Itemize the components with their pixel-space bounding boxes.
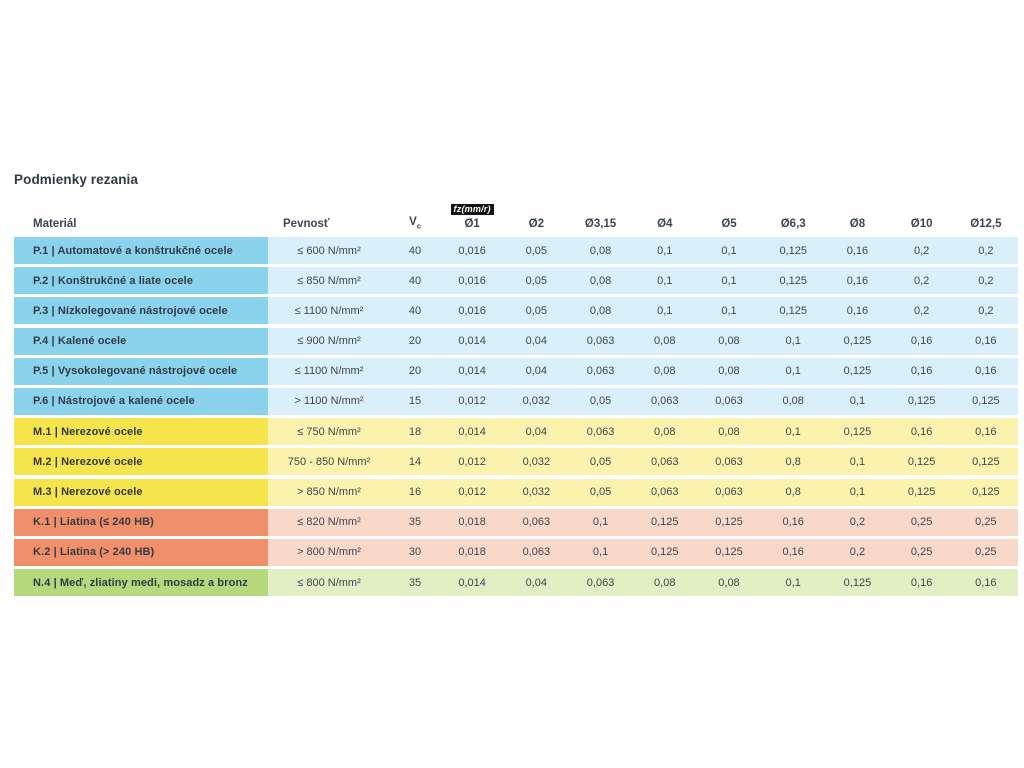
fz-value-cell-dia-6: 0,125 xyxy=(761,267,825,294)
material-label-cell: K.2 | Liatina (> 240 HB) xyxy=(14,539,268,566)
fz-value-cell-dia-1: 0,016 xyxy=(440,267,504,294)
fz-value-cell-dia-8: 0,125 xyxy=(890,388,954,415)
column-header-dia-5: Ø5 xyxy=(721,218,737,230)
fz-value-cell-dia-4: 0,1 xyxy=(633,297,697,324)
column-header-dia-6-3: Ø6,3 xyxy=(780,218,806,230)
fz-value-cell-dia-4: 0,08 xyxy=(633,418,697,445)
fz-value-cell-dia-8: 0,25 xyxy=(890,539,954,566)
column-header-dia-2: Ø2 xyxy=(528,218,544,230)
fz-value-cell-dia-6: 0,16 xyxy=(761,509,825,536)
material-label-cell: P.2 | Konštrukčné a liate ocele xyxy=(14,267,268,294)
fz-value-cell-dia-9: 0,16 xyxy=(954,418,1018,445)
fz-value-cell-dia-5: 0,08 xyxy=(697,358,761,385)
fz-value-cell-dia-5: 0,063 xyxy=(697,479,761,506)
fz-value-cell-dia-7: 0,1 xyxy=(825,479,889,506)
fz-value-cell-dia-8: 0,2 xyxy=(890,267,954,294)
fz-value-cell-dia-2: 0,05 xyxy=(504,297,568,324)
fz-value-cell-dia-3: 0,08 xyxy=(568,267,632,294)
vc-value-cell: 20 xyxy=(390,328,440,355)
table-row xyxy=(14,267,1018,294)
column-header-dia-1 xyxy=(440,204,504,232)
fz-value-cell-dia-1: 0,012 xyxy=(440,448,504,475)
table-row xyxy=(14,448,1018,475)
fz-value-cell-dia-3: 0,05 xyxy=(568,479,632,506)
fz-value-cell-dia-6: 0,1 xyxy=(761,418,825,445)
fz-value-cell-dia-1: 0,016 xyxy=(440,237,504,264)
fz-value-cell-dia-6: 0,1 xyxy=(761,358,825,385)
fz-value-cell-dia-1: 0,014 xyxy=(440,358,504,385)
vc-value-cell: 14 xyxy=(390,448,440,475)
cutting-conditions-table xyxy=(14,198,1018,599)
column-header-dia-3-15: Ø3,15 xyxy=(584,218,617,230)
fz-value-cell-dia-9: 0,2 xyxy=(954,267,1018,294)
strength-value-cell: ≤ 600 N/mm² xyxy=(268,237,390,264)
fz-value-cell-dia-6: 0,16 xyxy=(761,539,825,566)
fz-value-cell-dia-9: 0,125 xyxy=(954,388,1018,415)
strength-value-cell: ≤ 820 N/mm² xyxy=(268,509,390,536)
fz-value-cell-dia-8: 0,2 xyxy=(890,237,954,264)
fz-value-cell-dia-2: 0,05 xyxy=(504,267,568,294)
fz-value-cell-dia-2: 0,032 xyxy=(504,448,568,475)
dia-1-label: Ø1 xyxy=(464,218,480,230)
vc-value-cell: 15 xyxy=(390,388,440,415)
strength-value-cell: ≤ 800 N/mm² xyxy=(268,569,390,596)
fz-value-cell-dia-2: 0,05 xyxy=(504,237,568,264)
fz-value-cell-dia-6: 0,125 xyxy=(761,237,825,264)
fz-value-cell-dia-7: 0,125 xyxy=(825,358,889,385)
fz-value-cell-dia-3: 0,1 xyxy=(568,509,632,536)
fz-value-cell-dia-6: 0,125 xyxy=(761,297,825,324)
fz-value-cell-dia-2: 0,04 xyxy=(504,569,568,596)
vc-subscript: c xyxy=(416,221,421,230)
column-header-material: Materiál xyxy=(33,218,77,230)
fz-value-cell-dia-9: 0,125 xyxy=(954,479,1018,506)
table-row xyxy=(14,539,1018,566)
fz-value-cell-dia-2: 0,04 xyxy=(504,418,568,445)
strength-value-cell: > 850 N/mm² xyxy=(268,479,390,506)
table-row xyxy=(14,569,1018,596)
fz-value-cell-dia-3: 0,08 xyxy=(568,297,632,324)
vc-symbol: V xyxy=(409,215,417,228)
material-label-cell: P.1 | Automatové a konštrukčné ocele xyxy=(14,237,268,264)
fz-value-cell-dia-6: 0,1 xyxy=(761,569,825,596)
fz-value-cell-dia-8: 0,16 xyxy=(890,418,954,445)
material-label-cell: N.4 | Meď, zliatiny medi, mosadz a bronz xyxy=(14,569,268,596)
material-label-cell: P.3 | Nízkolegované nástrojové ocele xyxy=(14,297,268,324)
page-title: Podmienky rezania xyxy=(14,172,138,187)
fz-value-cell-dia-1: 0,014 xyxy=(440,569,504,596)
fz-value-cell-dia-5: 0,1 xyxy=(697,267,761,294)
fz-value-cell-dia-9: 0,2 xyxy=(954,297,1018,324)
fz-value-cell-dia-9: 0,25 xyxy=(954,539,1018,566)
fz-value-cell-dia-7: 0,125 xyxy=(825,418,889,445)
vc-value-cell: 40 xyxy=(390,297,440,324)
fz-value-cell-dia-8: 0,16 xyxy=(890,358,954,385)
strength-value-cell: ≤ 1100 N/mm² xyxy=(268,297,390,324)
column-header-strength: Pevnosť xyxy=(283,218,330,230)
fz-value-cell-dia-3: 0,063 xyxy=(568,358,632,385)
fz-value-cell-dia-5: 0,1 xyxy=(697,237,761,264)
fz-value-cell-dia-4: 0,08 xyxy=(633,569,697,596)
table-row xyxy=(14,388,1018,415)
fz-value-cell-dia-7: 0,2 xyxy=(825,509,889,536)
strength-value-cell: > 800 N/mm² xyxy=(268,539,390,566)
table-row xyxy=(14,358,1018,385)
fz-value-cell-dia-6: 0,8 xyxy=(761,479,825,506)
fz-value-cell-dia-4: 0,063 xyxy=(633,448,697,475)
fz-value-cell-dia-1: 0,014 xyxy=(440,418,504,445)
fz-value-cell-dia-7: 0,16 xyxy=(825,237,889,264)
fz-value-cell-dia-4: 0,063 xyxy=(633,479,697,506)
fz-value-cell-dia-7: 0,16 xyxy=(825,267,889,294)
column-header-dia-4: Ø4 xyxy=(657,218,673,230)
fz-value-cell-dia-9: 0,25 xyxy=(954,509,1018,536)
fz-value-cell-dia-7: 0,16 xyxy=(825,297,889,324)
fz-value-cell-dia-2: 0,063 xyxy=(504,539,568,566)
material-label-cell: P.5 | Vysokolegované nástrojové ocele xyxy=(14,358,268,385)
fz-value-cell-dia-7: 0,1 xyxy=(825,388,889,415)
fz-value-cell-dia-1: 0,018 xyxy=(440,539,504,566)
fz-value-cell-dia-6: 0,08 xyxy=(761,388,825,415)
fz-value-cell-dia-1: 0,012 xyxy=(440,388,504,415)
fz-value-cell-dia-1: 0,018 xyxy=(440,509,504,536)
fz-value-cell-dia-9: 0,16 xyxy=(954,328,1018,355)
fz-value-cell-dia-9: 0,125 xyxy=(954,448,1018,475)
table-row xyxy=(14,297,1018,324)
material-label-cell: M.2 | Nerezové ocele xyxy=(14,448,268,475)
fz-value-cell-dia-8: 0,16 xyxy=(890,328,954,355)
fz-value-cell-dia-4: 0,08 xyxy=(633,358,697,385)
fz-value-cell-dia-4: 0,063 xyxy=(633,388,697,415)
fz-unit-badge: fz(mm/r) xyxy=(451,204,494,215)
fz-value-cell-dia-4: 0,08 xyxy=(633,328,697,355)
fz-value-cell-dia-5: 0,08 xyxy=(697,328,761,355)
fz-value-cell-dia-9: 0,2 xyxy=(954,237,1018,264)
fz-value-cell-dia-3: 0,1 xyxy=(568,539,632,566)
vc-value-cell: 20 xyxy=(390,358,440,385)
fz-value-cell-dia-5: 0,1 xyxy=(697,297,761,324)
fz-value-cell-dia-9: 0,16 xyxy=(954,569,1018,596)
table-row xyxy=(14,418,1018,445)
fz-value-cell-dia-5: 0,08 xyxy=(697,418,761,445)
fz-value-cell-dia-6: 0,1 xyxy=(761,328,825,355)
vc-value-cell: 35 xyxy=(390,569,440,596)
material-label-cell: P.4 | Kalené ocele xyxy=(14,328,268,355)
fz-value-cell-dia-5: 0,125 xyxy=(697,539,761,566)
table-row xyxy=(14,479,1018,506)
fz-value-cell-dia-5: 0,063 xyxy=(697,388,761,415)
table-row xyxy=(14,509,1018,536)
fz-value-cell-dia-8: 0,16 xyxy=(890,569,954,596)
fz-value-cell-dia-2: 0,032 xyxy=(504,388,568,415)
vc-value-cell: 35 xyxy=(390,509,440,536)
fz-value-cell-dia-4: 0,1 xyxy=(633,267,697,294)
fz-value-cell-dia-5: 0,08 xyxy=(697,569,761,596)
material-label-cell: M.3 | Nerezové ocele xyxy=(14,479,268,506)
strength-value-cell: ≤ 850 N/mm² xyxy=(268,267,390,294)
fz-value-cell-dia-9: 0,16 xyxy=(954,358,1018,385)
strength-value-cell: 750 - 850 N/mm² xyxy=(268,448,390,475)
strength-value-cell: ≤ 750 N/mm² xyxy=(268,418,390,445)
fz-value-cell-dia-8: 0,25 xyxy=(890,509,954,536)
fz-value-cell-dia-2: 0,04 xyxy=(504,328,568,355)
material-label-cell: P.6 | Nástrojové a kalené ocele xyxy=(14,388,268,415)
strength-value-cell: ≤ 900 N/mm² xyxy=(268,328,390,355)
fz-value-cell-dia-3: 0,063 xyxy=(568,328,632,355)
column-header-dia-8: Ø8 xyxy=(849,218,866,230)
fz-value-cell-dia-3: 0,05 xyxy=(568,388,632,415)
fz-value-cell-dia-3: 0,05 xyxy=(568,448,632,475)
table-row xyxy=(14,328,1018,355)
column-header-dia-12-5: Ø12,5 xyxy=(970,218,1002,230)
fz-value-cell-dia-4: 0,1 xyxy=(633,237,697,264)
column-header-vc xyxy=(390,216,440,232)
fz-value-cell-dia-7: 0,125 xyxy=(825,569,889,596)
vc-value-cell: 18 xyxy=(390,418,440,445)
fz-value-cell-dia-4: 0,125 xyxy=(633,509,697,536)
fz-value-cell-dia-2: 0,063 xyxy=(504,509,568,536)
fz-value-cell-dia-1: 0,012 xyxy=(440,479,504,506)
table-header-row xyxy=(14,198,1018,232)
column-header-dia-10: Ø10 xyxy=(910,218,933,230)
fz-value-cell-dia-2: 0,032 xyxy=(504,479,568,506)
fz-value-cell-dia-7: 0,2 xyxy=(825,539,889,566)
fz-value-cell-dia-3: 0,063 xyxy=(568,418,632,445)
table-row xyxy=(14,237,1018,264)
fz-value-cell-dia-3: 0,08 xyxy=(568,237,632,264)
fz-value-cell-dia-8: 0,2 xyxy=(890,297,954,324)
fz-value-cell-dia-8: 0,125 xyxy=(890,479,954,506)
fz-value-cell-dia-3: 0,063 xyxy=(568,569,632,596)
vc-value-cell: 16 xyxy=(390,479,440,506)
fz-value-cell-dia-2: 0,04 xyxy=(504,358,568,385)
table-body xyxy=(14,237,1018,596)
fz-value-cell-dia-1: 0,016 xyxy=(440,297,504,324)
fz-value-cell-dia-7: 0,125 xyxy=(825,328,889,355)
vc-value-cell: 40 xyxy=(390,267,440,294)
material-label-cell: M.1 | Nerezové ocele xyxy=(14,418,268,445)
vc-value-cell: 30 xyxy=(390,539,440,566)
fz-value-cell-dia-6: 0,8 xyxy=(761,448,825,475)
fz-value-cell-dia-4: 0,125 xyxy=(633,539,697,566)
vc-value-cell: 40 xyxy=(390,237,440,264)
strength-value-cell: ≤ 1100 N/mm² xyxy=(268,358,390,385)
material-label-cell: K.1 | Liatina (≤ 240 HB) xyxy=(14,509,268,536)
fz-value-cell-dia-5: 0,125 xyxy=(697,509,761,536)
fz-value-cell-dia-5: 0,063 xyxy=(697,448,761,475)
fz-value-cell-dia-7: 0,1 xyxy=(825,448,889,475)
fz-value-cell-dia-8: 0,125 xyxy=(890,448,954,475)
strength-value-cell: > 1100 N/mm² xyxy=(268,388,390,415)
fz-value-cell-dia-1: 0,014 xyxy=(440,328,504,355)
